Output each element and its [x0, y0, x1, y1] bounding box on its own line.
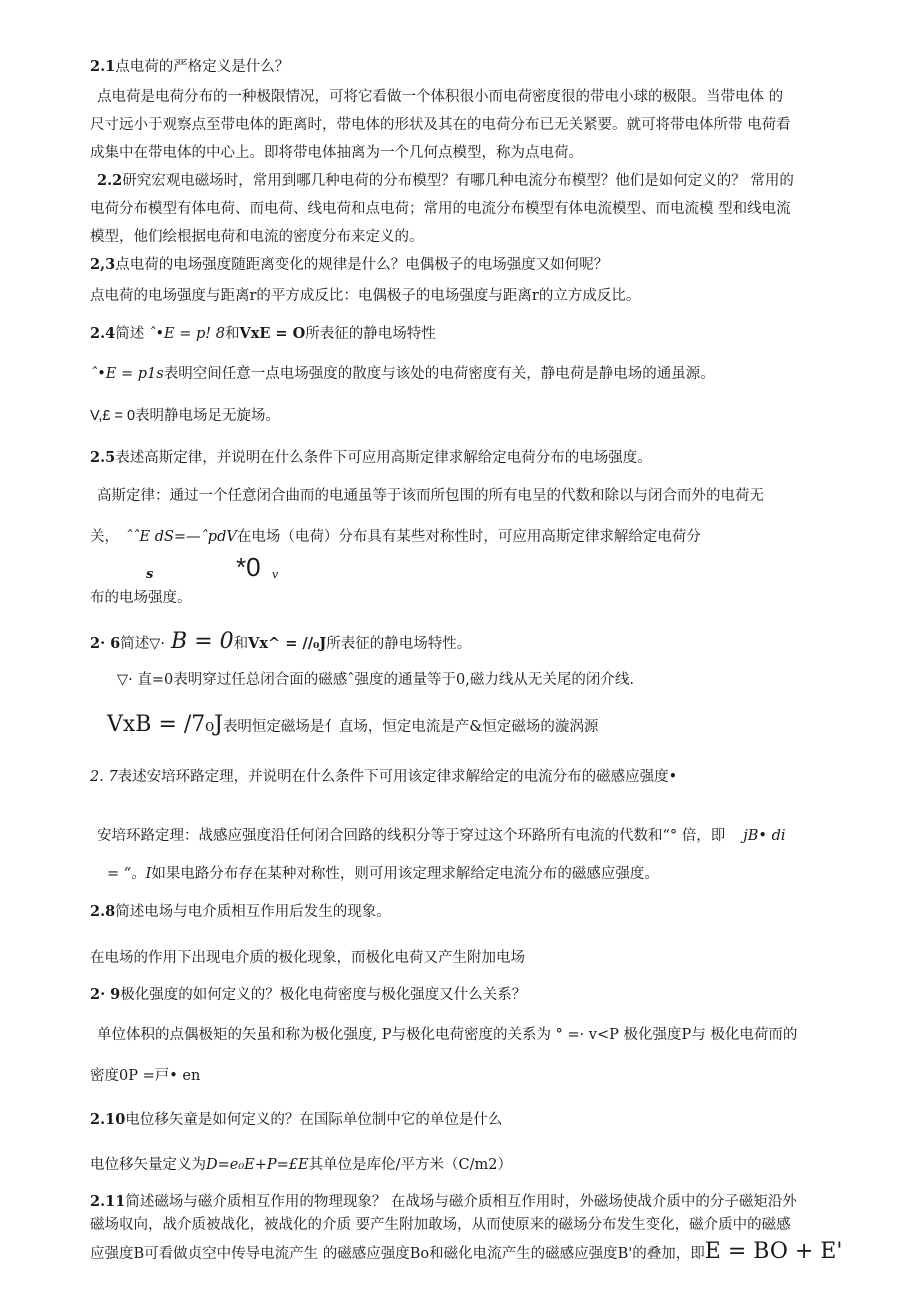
- q25-subscript-epsilon0: *0: [236, 552, 261, 582]
- q25-gauss-equation: ˆˆE dS=—ˆpdV: [125, 529, 237, 545]
- q211-text-1: 简述磁场与磁介质相互作用的物理现象？ 在战场与磁介质相互作用时，外磁场使战介质中的分子磁矩沿外: [125, 1194, 797, 1210]
- q27-integral-equation: jB• di: [743, 828, 786, 844]
- q27-answer-line-1-text: 安培环路定理：战感应强度沿任何闭合回路的线积分等于穿过这个环路所有电流的代数和“° 倍，即: [97, 828, 726, 844]
- q23-title: 点电荷的电场强度随距离变化的规律是什么？电偶极子的电场强度又如何呢？: [115, 257, 609, 273]
- q22-text-1: 研究宏观电磁场时，常用到哪几种电荷的分布模型？有哪几种电流分布模型？他们是如何定义的？ 常用的: [122, 173, 794, 189]
- q25-title: 表述高斯定律，并说明在什么条件下可应用高斯定律求解给定电荷分布的电场强度。: [115, 450, 652, 466]
- q22-line-3: 模型，他们绘根据电荷和电流的密度分布来定义的。: [90, 229, 424, 245]
- q211-line-3: [90, 1240, 842, 1266]
- q27-answer-line-1: [97, 826, 786, 846]
- q25-answer-line-3: 布的电场强度。: [90, 590, 192, 606]
- q24-answer-1-equation: ˆ•E = p1s: [90, 366, 164, 382]
- q25-answer-line-2-pre: 关，: [90, 529, 119, 545]
- q26-heading: [90, 629, 472, 654]
- q23-number: 2,3: [90, 256, 116, 273]
- q24-answer-1: [90, 364, 715, 384]
- q28-number: 2.8: [90, 903, 116, 920]
- q21-answer-line-1: 点电荷是电荷分布的一种极限情况，可将它看做一个体积很小而电荷密度很的带电小球的极限。当带电体 的: [97, 89, 784, 105]
- q24-title-post: 所表征的静电场特性: [305, 326, 436, 342]
- q24-answer-2: [90, 406, 280, 426]
- q23-heading: [90, 255, 608, 275]
- q211-line-2: 磁场収向，战介质被战化，被战化的介质 要产生附加敢场，从而使原来的磁场分布发生变化，磁介质中的磁感: [90, 1217, 791, 1233]
- q210-answer-pre: 电位移矢量定义为: [90, 1157, 206, 1173]
- q25-subscript-v: v: [272, 568, 279, 581]
- q211-number: 2.11: [90, 1193, 126, 1210]
- q26-title-and: 和: [233, 636, 249, 652]
- q24-title-pre: 简述: [115, 326, 145, 342]
- q24-number: 2.4: [90, 325, 116, 342]
- q29-answer-line-2: 密度0P =戸• en: [90, 1068, 201, 1084]
- q27-heading: [90, 767, 677, 787]
- q24-equation-curl: VxE = O: [239, 325, 306, 342]
- q26-answer-1: [117, 670, 634, 690]
- q211-text-3: 应强度B可看做贞空中传导电流产生 的磁感应强度Bo和磁化电流产生的磁感应强度B'的叠加，即: [90, 1246, 705, 1262]
- q27-title: 表述安培环路定理，并说明在什么条件下可用该定律求解给定的电流分布的磁感应强度•: [117, 769, 678, 785]
- q28-title: 简述电场与电介质相互作用后发生的现象。: [115, 904, 391, 920]
- q25-number: 2.5: [90, 449, 116, 466]
- q21-answer-line-3: 成集中在带电体的中心上。即将带电体抽离为一个几何点模型，称为点电荷。: [90, 145, 583, 161]
- q21-heading: [90, 57, 289, 77]
- q26-number: 2· 6: [90, 635, 121, 652]
- q210-title: 电位移矢童是如何定义的？在国际单位制中它的单位是什么: [125, 1112, 503, 1128]
- q21-title: 点电荷的严格定义是什么？: [115, 59, 290, 75]
- q26-answer-2-text: 表明恒定磁场是亻直场，恒定电流是产&恒定磁场的漩涡源: [222, 719, 599, 735]
- q27-answer-line-2-text: 如果电路分布存在某种对称性，则可用该定理求解给定电流分布的磁感应强度。: [151, 866, 659, 882]
- q210-answer-text: 其单位是库伦/平方米（C/m2）: [308, 1157, 512, 1173]
- q26-title-post: 所表征的静电场特性。: [326, 636, 472, 652]
- q29-answer-line-1: 单位体积的点偶极矩的矢虽和称为极化强度, P与极化电荷密度的关系为 ° =· v<P 极化强度P与 极化电荷而的: [97, 1027, 798, 1043]
- q26-answer-2: [107, 710, 598, 742]
- q24-equation-divergence: ˆ•E = p! 8: [148, 326, 225, 342]
- q23-answer: 点电荷的电场强度与距离r的平方成反比：电偶极子的电场强度与距离r的立方成反比。: [90, 288, 641, 304]
- q22-number: 2.2: [97, 172, 123, 189]
- q26-title-pre: 简述▽·: [120, 636, 166, 652]
- q25-heading: [90, 448, 652, 468]
- q26-answer-1-text: 表明穿过任总闭合面的磁感ˆ强度的通量等于0,磁力线从无关尾的闭介线.: [173, 672, 634, 688]
- q24-answer-2-equation: V,£ = 0: [90, 408, 136, 424]
- q26-answer-1-equation: ▽· 直=0: [117, 672, 174, 688]
- q27-answer-line-2-equation: = “。I: [107, 866, 152, 882]
- q29-heading: [90, 985, 526, 1005]
- q22-line-1: [97, 171, 794, 191]
- q210-heading: [90, 1110, 502, 1130]
- q210-number: 2.10: [90, 1111, 126, 1128]
- q29-number: 2· 9: [90, 986, 121, 1003]
- q28-answer: 在电场的作用下出现电介质的极化现象，而极化电荷又产生附加电场: [90, 950, 525, 966]
- q29-title: 极化强度的如何定义的？极化电荷密度与极化强度又什么关系？: [120, 987, 527, 1003]
- q210-answer-equation: D=e₀E+P=£E: [206, 1157, 309, 1173]
- q21-number: 2.1: [90, 58, 116, 75]
- q210-answer: [90, 1155, 512, 1175]
- q211-equation: E = BO + E': [704, 1239, 843, 1264]
- q25-answer-line-2: [90, 527, 701, 547]
- q22-line-2: 电荷分布模型有体电荷、而电荷、线电荷和点电荷；常用的电流分布模型有体电流模型、而电流模 型和线电流: [90, 201, 791, 217]
- q211-line-1: [90, 1192, 797, 1212]
- q24-heading: [90, 324, 436, 344]
- q25-subscript-s: s: [146, 567, 154, 582]
- q28-heading: [90, 902, 391, 922]
- q21-answer-line-2: 尺寸远小于观察点至带电体的距离时，带电体的形状及其在的电荷分布已无关紧要。就可将带电体所带 电荷看: [90, 117, 791, 133]
- q24-title-and: 和: [224, 326, 240, 342]
- q25-answer-line-1: 高斯定律：通过一个任意闭合曲而的电通虽等于该而所包围的所有电呈的代数和除以与闭合而外的电荷无: [97, 488, 764, 504]
- q26-equation-divergence: B = 0: [171, 629, 234, 654]
- q24-answer-2-text: 表明静电场足无旋场。: [135, 408, 281, 424]
- q27-number: 2. 7: [90, 769, 118, 785]
- q27-answer-line-2: [107, 864, 659, 884]
- q26-answer-2-equation: VxB = /7₀J: [107, 712, 223, 737]
- q26-equation-curl: Vx^ = //₀J: [248, 635, 327, 652]
- q25-answer-line-2-text: 在电场（电荷）分布具有某些对称性时，可应用高斯定律求解给定电荷分: [236, 529, 701, 545]
- q24-answer-1-text: 表明空间任意一点电场强度的散度与该处的电荷密度有关，静电荷是静电场的通虽源。: [163, 366, 715, 382]
